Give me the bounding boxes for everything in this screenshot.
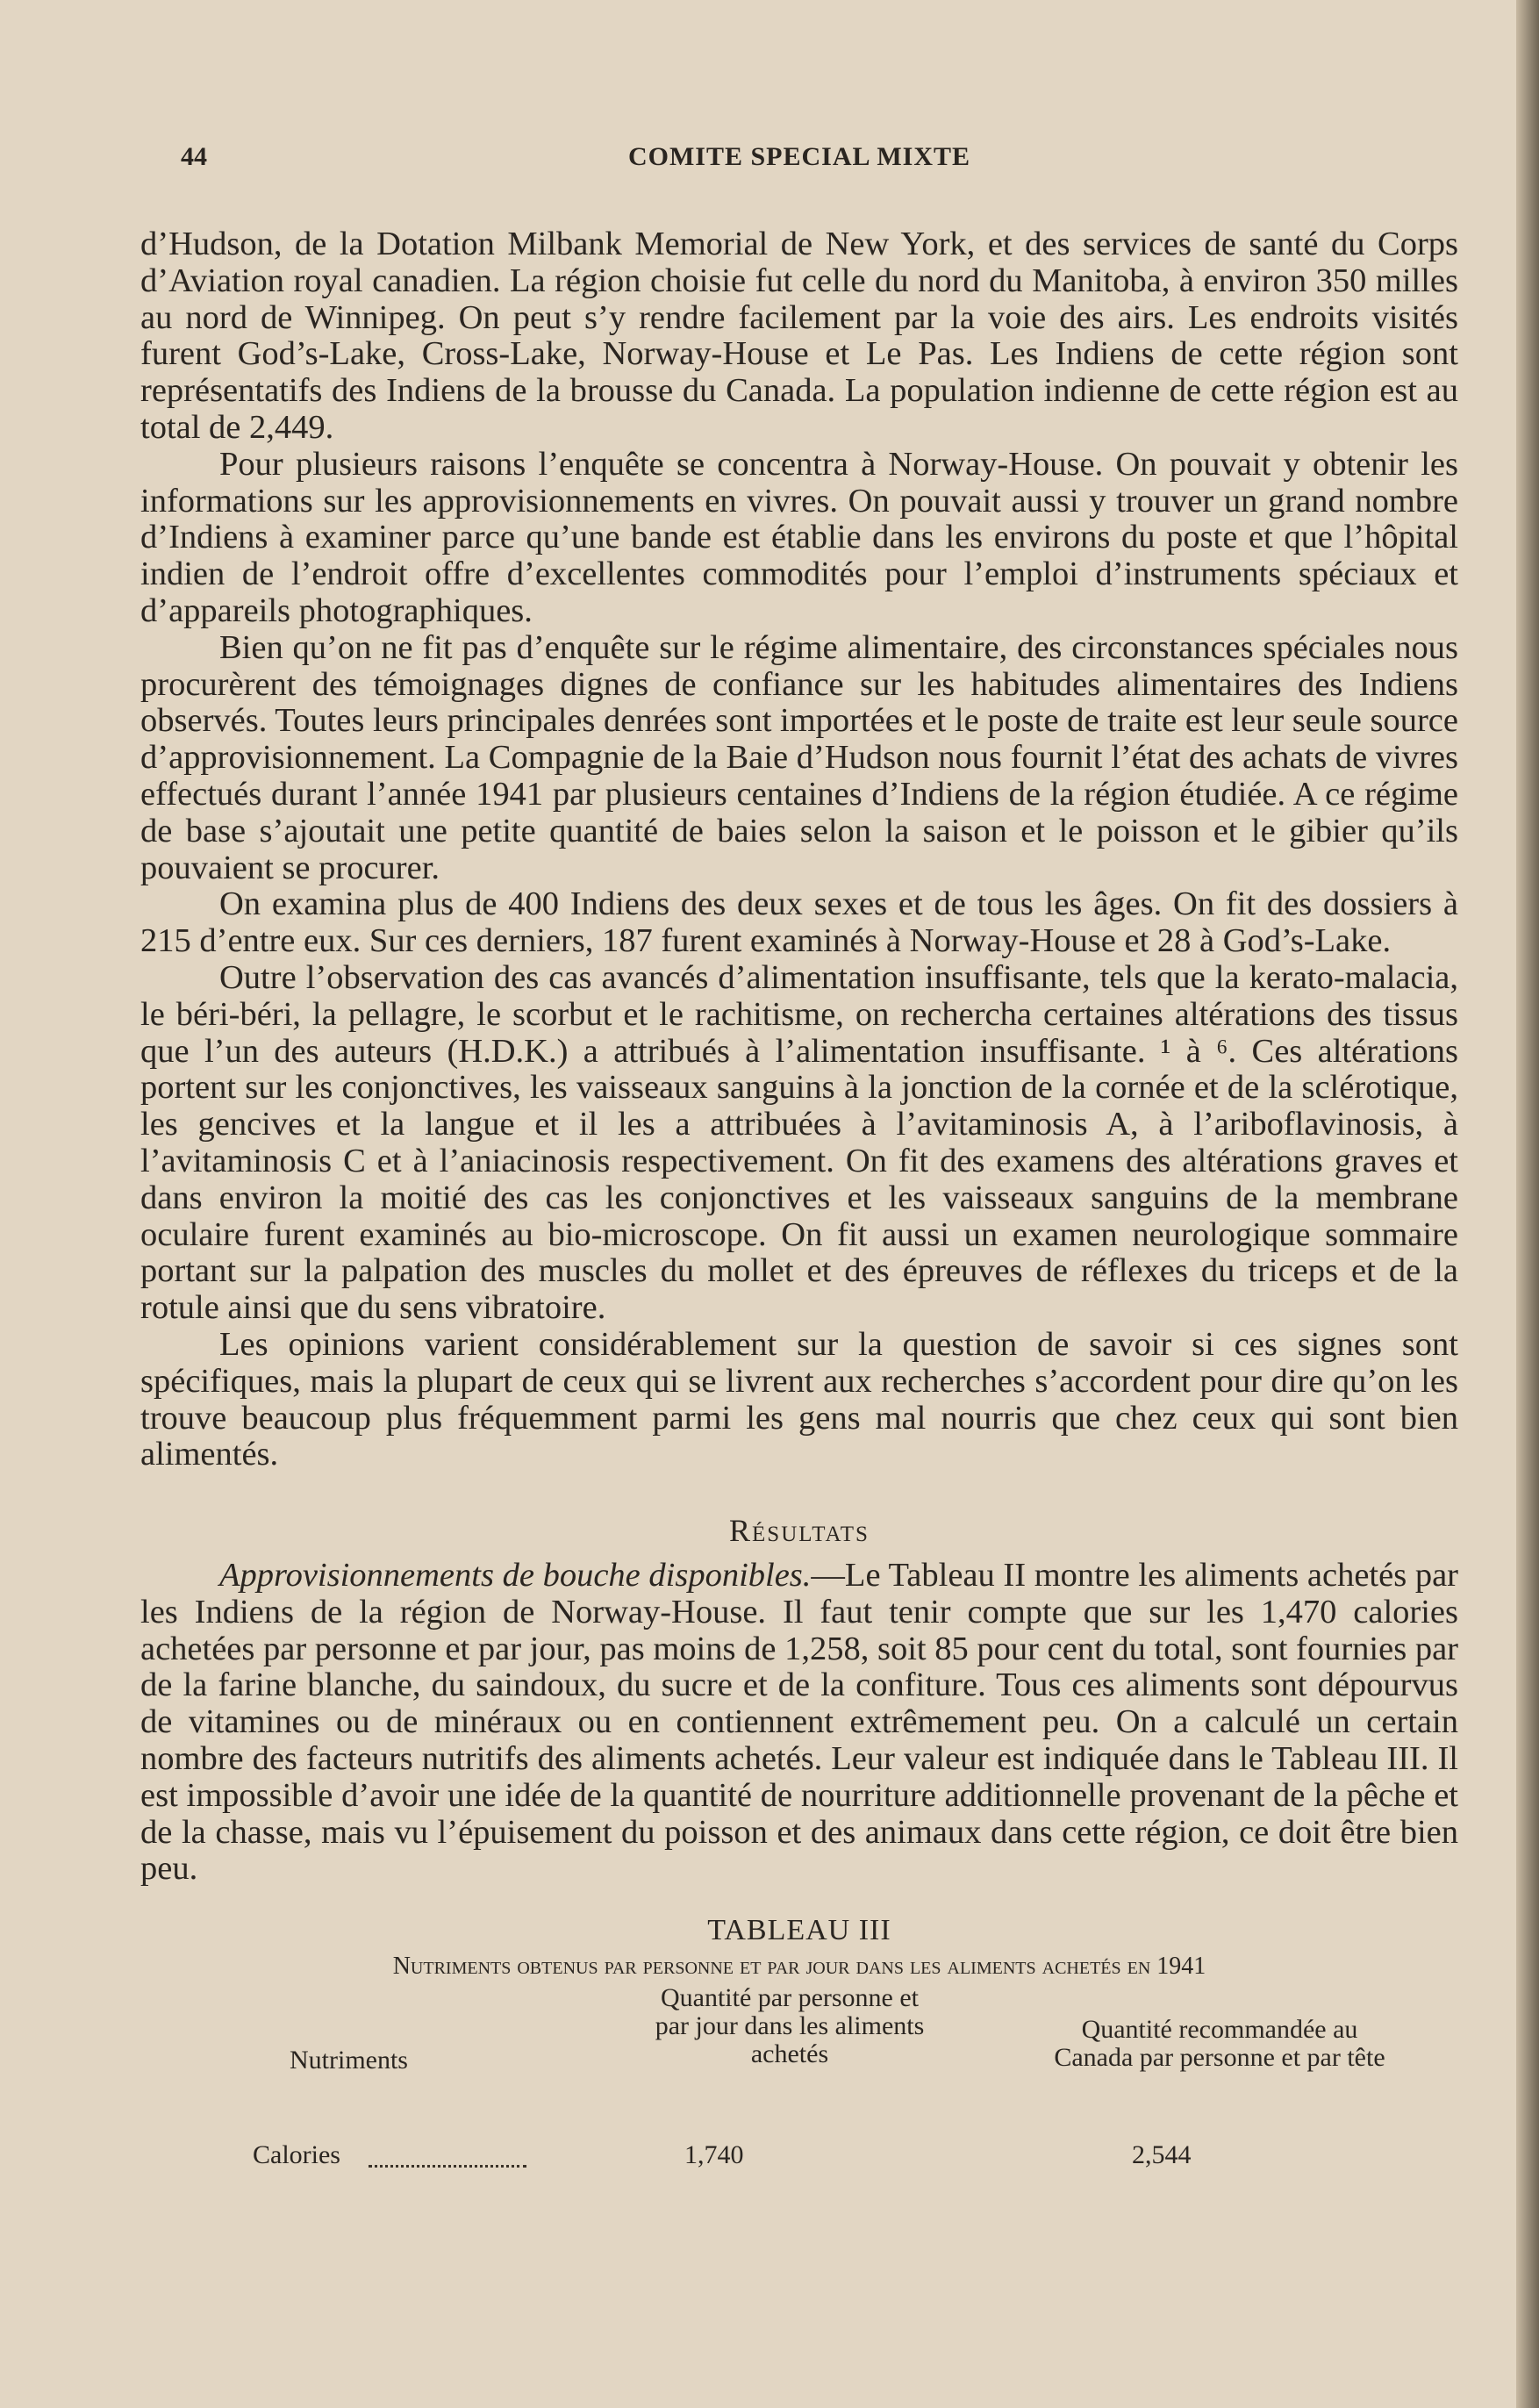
value-recommended: 2,544	[1132, 2140, 1192, 2170]
paragraph-4: On examina plus de 400 Indiens des deux sexes et de tous les âges. On fit des dossiers à 215 d’entre eux. Sur ces derniers, 187 furent examinés à Norway-House et 28 à God’s-Lake.	[140, 885, 1458, 960]
paragraph-2: Pour plusieurs raisons l’enquête se concentra à Norway-House. On pouvait y obtenir les informations sur les approvisionnements en vivres. On pouvait aussi y trouver un grand nombre d’Indiens à examiner parce qu’une bande est établie dans les environs du poste et que l’hôpital indien de l’endroit offre d’excellentes commodités pour l’emploi d’instruments spéciaux et d’appareils photographiques.	[140, 445, 1458, 629]
column-header-quantite: Quantité par personne et par jour dans les aliments achetés	[655, 1983, 925, 2069]
page-number: 44	[181, 142, 207, 171]
paragraph-1: d’Hudson, de la Dotation Milbank Memorial de New York, et des services de santé du Corps d’Aviation royal canadien. La région choisie fut celle du nord du Manitoba, à environ 350 milles au nord de Winnipeg. On peut s’y rendre facilement par la voie des airs. Les endroits visités furent God’s-Lake, Cross-Lake, Norway-House et Le Pas. Les Indiens de cette région sont représentatifs des Indiens de la brousse du Canada. La population indienne de cette région est au total de 2,449.	[140, 226, 1458, 446]
nutrient-table	[140, 1984, 1458, 2168]
table-caption: Nutriments obtenus par personne et par jour dans les aliments achetés en 1941	[392, 1953, 1206, 1981]
paragraph-5: Outre l’observation des cas avancés d’alimentation insuffisante, tels que la kerato-malacia, le béri-béri, la pellagre, le scorbut et le rachitisme, on rechercha certaines altérations des tissus que l’un des auteurs (H.D.K.) a attribués à l’alimentation insuffisante. ¹ à ⁶. Ces altérations portent sur les conjonctives, les vaisseaux sanguins à la jonction de la cornée et de la sclérotique, les gencives et la langue et il les a attribuées à l’avitaminosis A, à l’ariboflavinosis, à l’avitaminosis C et à l’aniacinosis respectivement. On fit des examens des altérations graves et dans environ la moitié des cas les conjonctives et les vaisseaux sanguins de la membrane oculaire furent examinés au bio-microscope. On fit aussi un examen neurologique sommaire portant sur la palpation des muscles du mollet et des épreuves de réflexes du triceps et de la rotule ainsi que du sens vibratoire.	[140, 958, 1458, 1327]
section-title-resultats: Résultats	[729, 1513, 870, 1549]
page-header	[140, 132, 1458, 184]
results-lead-rest: —Le Tableau II montre les aliments achetés par les Indiens de la région de Norway-House. Il faut tenir compte que sur les 1,470 calories achetées par personne et par jour, pas moins de 1,258, soit 85 pour cent du total, sont fournies par de la farine blanche, du saindoux, du sucre et de la confiture. Tous ces aliments sont dépourvus de vitamines ou de minéraux ou en contiennent extrêmement peu. On a calculé un certain nombre des facteurs nutritifs des aliments achetés. Leur valeur est indiquée dans le Tableau III. Il est impossible d’avoir une idée de la quantité de nourriture additionnelle provenant de la pêche et de la chasse, mais vu l’épuisement du poisson et des animaux dans cette région, ce doit être bien peu.	[140, 1557, 1458, 1888]
running-head: COMITE SPECIAL MIXTE	[627, 142, 971, 171]
results-lead-italic: Approvisionnements de bouche disponibles.	[219, 1557, 812, 1595]
value-purchased: 1,740	[684, 2140, 744, 2170]
column-header-recommandee: Quantité recommandée au Canada par personne et par tête	[1054, 2015, 1385, 2073]
table-title: TABLEAU III	[707, 1914, 891, 1947]
row-label-calories: Calories	[253, 2140, 340, 2170]
column-header-nutriments: Nutriments	[290, 2046, 408, 2075]
leader-dots	[369, 2165, 526, 2168]
paragraph-6: Les opinions varient considérablement sur la question de savoir si ces signes sont spécifiques, mais la plupart de ceux qui se livrent aux recherches s’accordent pour dire qu’on les trouve beaucoup plus fréquemment parmi les gens mal nourris que chez ceux qui sont bien alimentés.	[140, 1325, 1458, 1473]
document-page	[140, 132, 1458, 2168]
page-edge-shadow	[1516, 0, 1539, 2408]
table-row-calories	[140, 2140, 1458, 2175]
paragraph-3: Bien qu’on ne fit pas d’enquête sur le régime alimentaire, des circonstances spéciales nous procurèrent des témoignages dignes de confiance sur les habitudes alimentaires des Indiens observés. Toutes leurs principales denrées sont importées et le poste de traite est leur seule source d’approvisionnement. La Compagnie de la Baie d’Hudson nous fournit l’état des achats de vivres effectués durant l’année 1941 par plusieurs centaines d’Indiens de la région étudiée. A ce régime de base s’ajoutait une petite quantité de baies selon la saison et le poisson et le gibier qu’ils pouvaient se procurer.	[140, 628, 1458, 886]
body-text	[140, 226, 1458, 2168]
paragraph-results	[140, 1558, 1458, 1888]
